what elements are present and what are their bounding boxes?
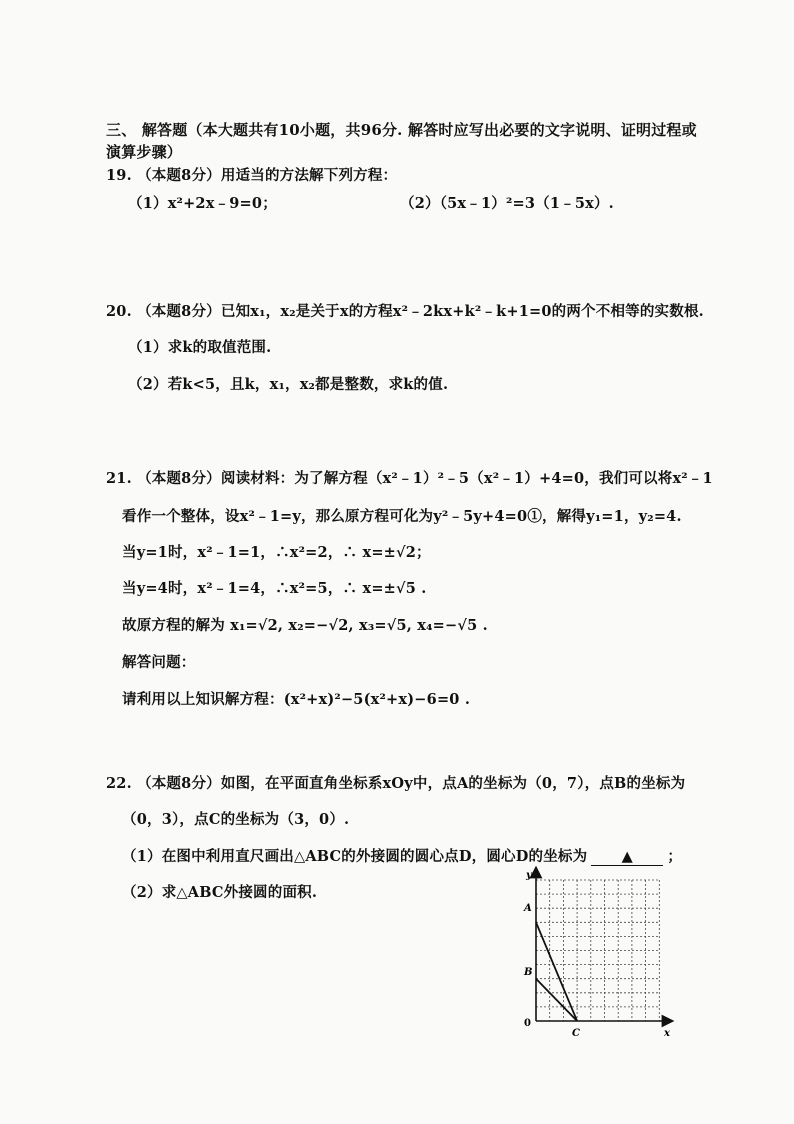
grid-lines xyxy=(536,880,659,1021)
y-axis-label: y xyxy=(526,870,532,881)
q22-part1-end: ； xyxy=(667,848,683,865)
answer-blank: ▲ xyxy=(591,848,663,866)
q21-line7: 请利用以上知识解方程：(x²+x)²−5(x²+x)−6=0 . xyxy=(122,691,471,708)
q21-line4: 当y=4时，x²﹣1=4，∴x²=5，∴ x=±√5 . xyxy=(122,580,427,597)
q21-line5: 故原方程的解为 x₁=√2, x₂=−√2, x₃=√5, x₄=−√5 . xyxy=(122,617,488,634)
segment-ac xyxy=(536,922,577,1021)
point-a-label: A xyxy=(524,903,532,914)
q22-line2: （0，3），点C的坐标为（3，0）. xyxy=(122,811,350,828)
coordinate-grid-figure xyxy=(512,866,677,1044)
point-c-label: C xyxy=(572,1028,580,1039)
q22-part1-text: （1）在图中利用直尺画出△ABC的外接圆的圆心点D，圆心D的坐标为 xyxy=(122,848,588,865)
q21-line2: 看作一个整体，设x²﹣1=y，那么原方程可化为y²﹣5y+4=0①，解得y₁=1，y₂=4. xyxy=(122,508,682,525)
q19-stem: 19. （本题8分）用适当的方法解下列方程： xyxy=(106,167,398,184)
q19-part1: （1）x²+2x﹣9=0； xyxy=(128,195,277,212)
q21-stem: 21. （本题8分）阅读材料：为了解方程（x²﹣1）²﹣5（x²﹣1）+4=0，我们可以将x²﹣1 xyxy=(106,470,713,487)
section-heading-cont: 演算步骤） xyxy=(106,143,183,161)
q20-stem: 20. （本题8分）已知x₁，x₂是关于x的方程x²﹣2kx+k²﹣k+1=0的两个不相等的实数根. xyxy=(106,303,704,320)
point-b-label: B xyxy=(524,967,533,978)
q20-part1: （1）求k的取值范围. xyxy=(128,339,272,356)
q19-part2: （2）（5x﹣1）²=3（1﹣5x）. xyxy=(400,195,614,212)
q22-part2: （2）求△ABC外接圆的面积. xyxy=(122,884,318,901)
origin-label: 0 xyxy=(524,1018,531,1029)
q22-part1 xyxy=(122,845,682,866)
q22-stem: 22. （本题8分）如图，在平面直角坐标系xOy中，点A的坐标为（0，7），点B的坐标为 xyxy=(106,775,686,792)
q20-part2: （2）若k<5，且k，x₁，x₂都是整数，求k的值. xyxy=(128,376,449,393)
q21-line6: 解答问题： xyxy=(122,654,196,671)
segment-bc xyxy=(536,979,577,1021)
x-axis-label: x xyxy=(664,1028,670,1039)
q21-line3: 当y=1时，x²﹣1=1，∴x²=2，∴ x=±√2； xyxy=(122,544,431,561)
section-heading: 三、 解答题（本大题共有10小题，共96分. 解答时应写出必要的文字说明、证明过程或 xyxy=(106,121,697,139)
